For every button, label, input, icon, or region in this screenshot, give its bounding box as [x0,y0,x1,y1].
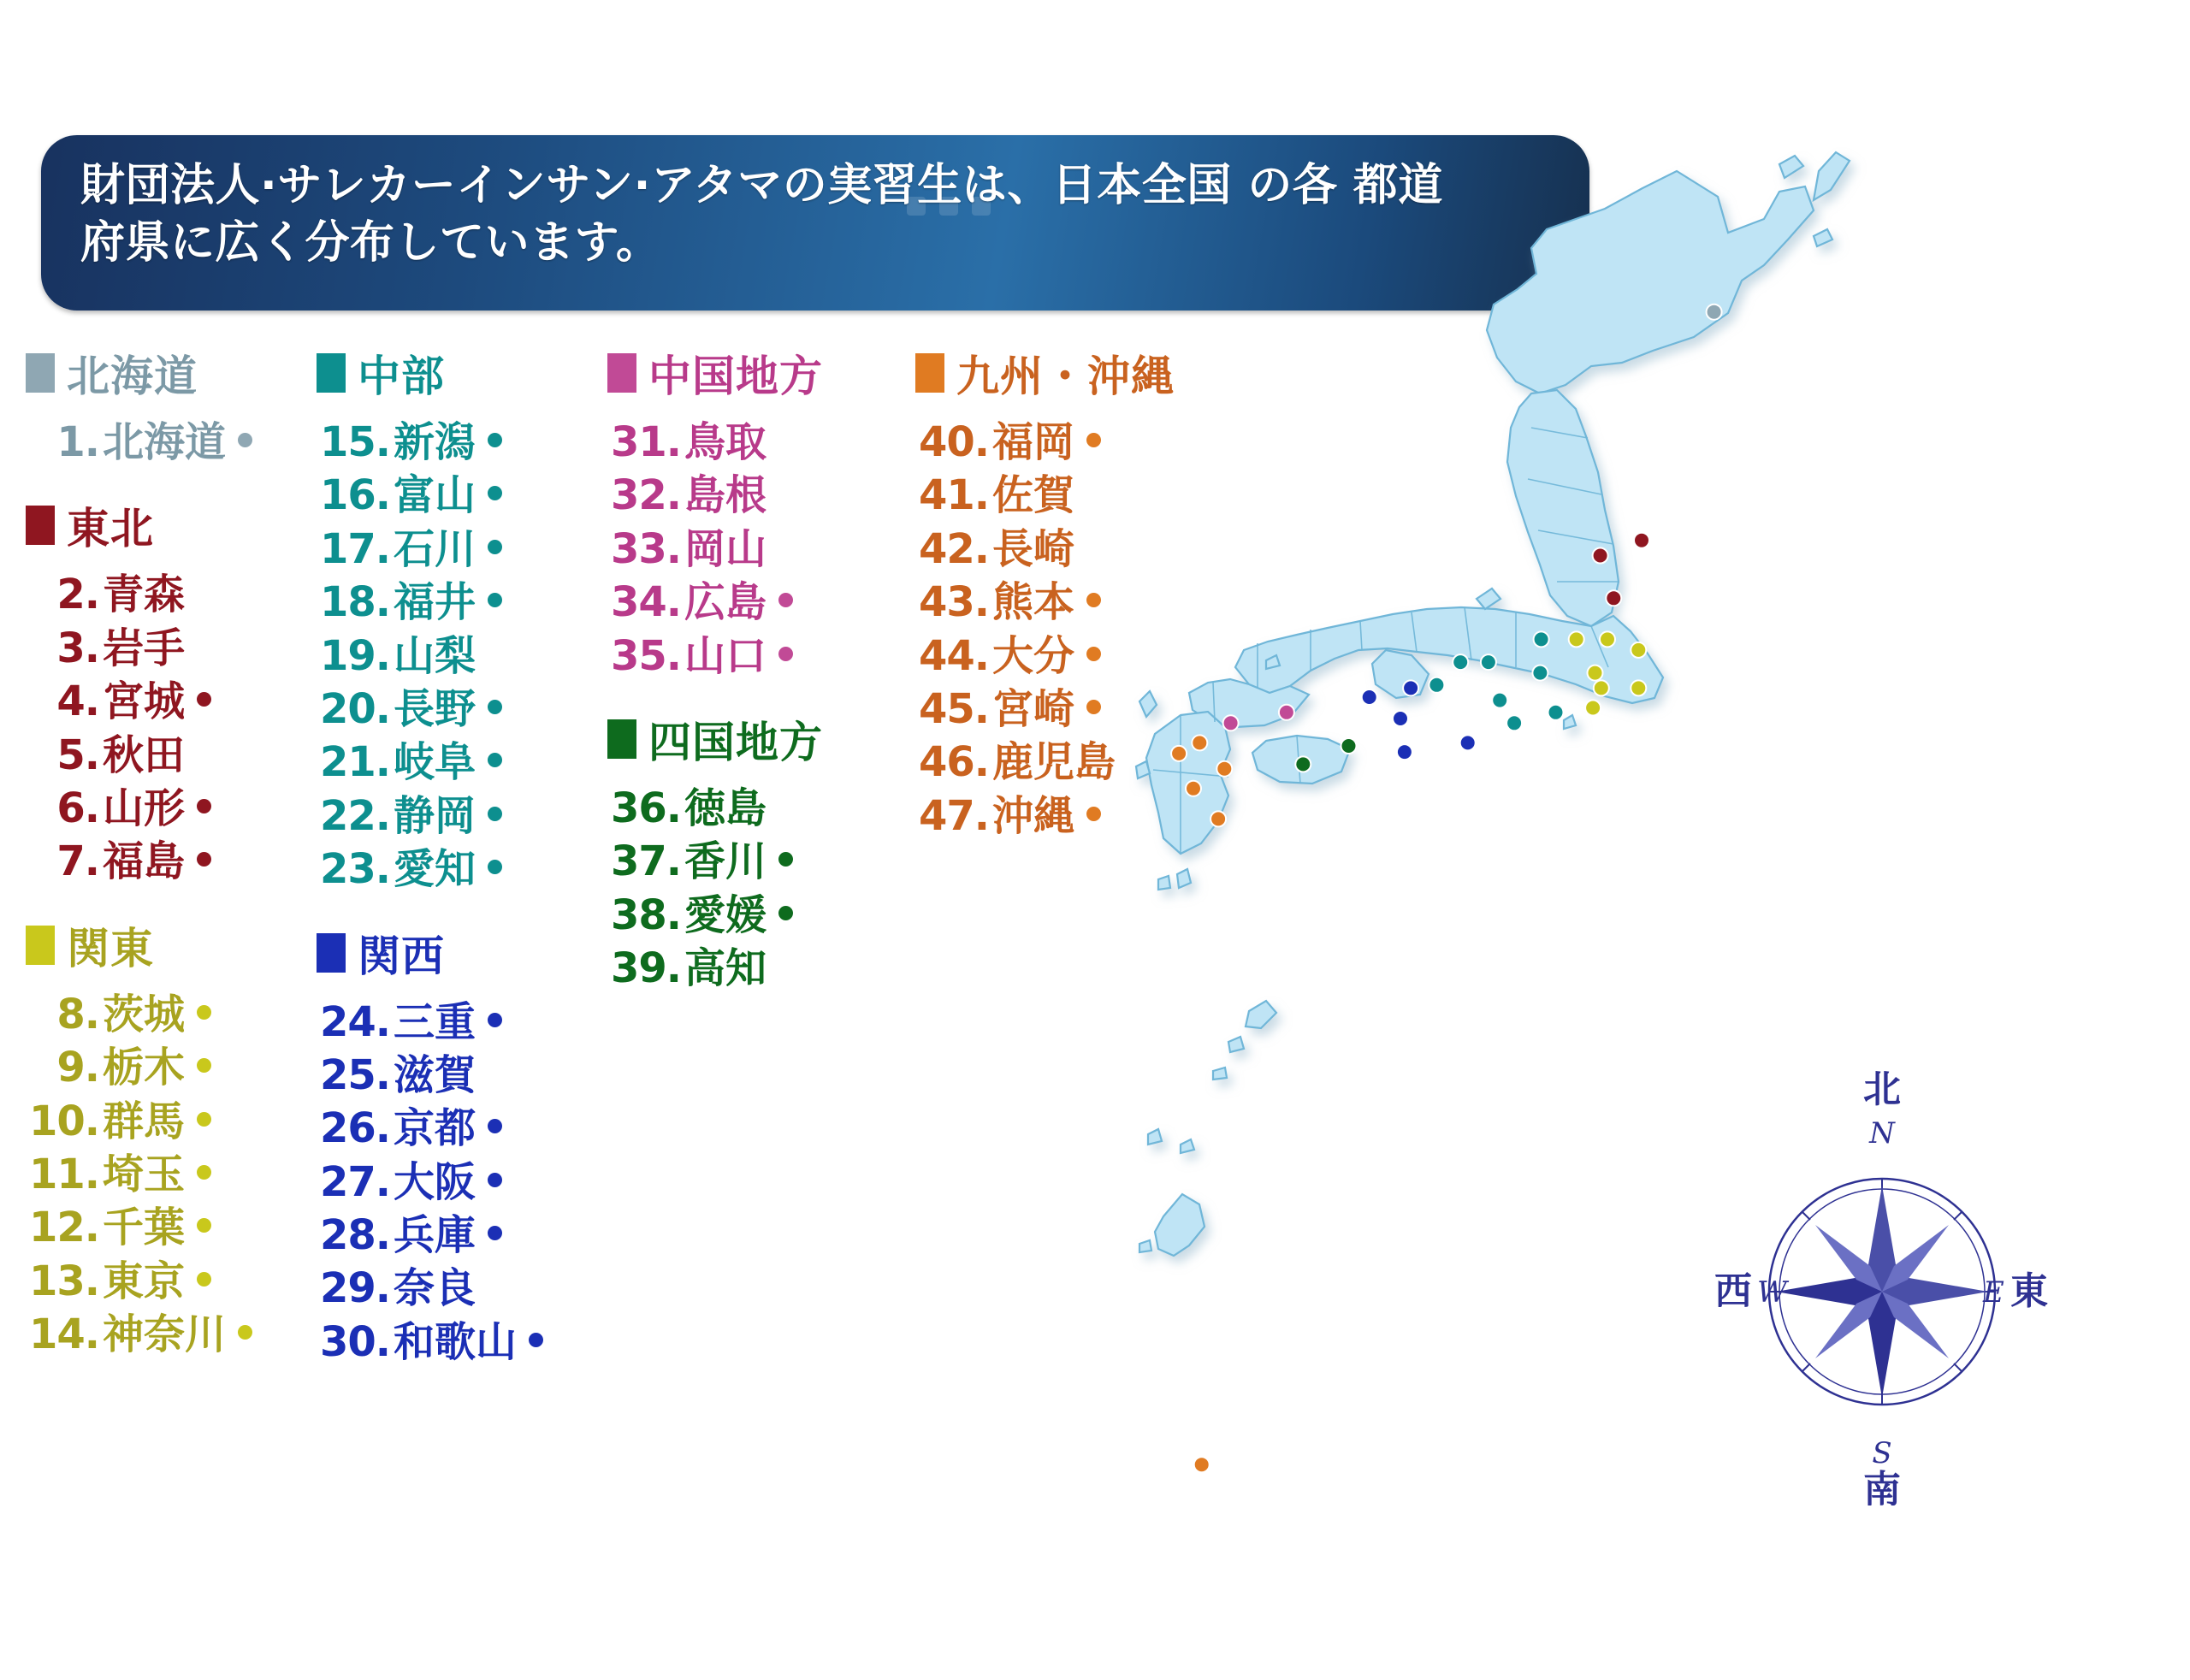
legend-item[interactable] [317,1209,607,1262]
map-marker[interactable] [1588,665,1603,681]
island-okinoerabu [1213,1068,1227,1080]
legend-item[interactable] [317,1102,607,1155]
legend-item[interactable] [317,1049,607,1102]
legend-item-number: 31. [610,418,681,466]
island-miyako [1181,1139,1194,1153]
legend-item-label: 鹿児島 [992,738,1116,787]
legend-item[interactable] [607,835,915,888]
legend-group-title-chubu: 中部 [358,352,445,401]
legend-item-label: 群馬 [103,1097,186,1145]
legend-item-marker-dot [488,1226,502,1240]
compass-label-east-letter: E [1983,1275,2004,1310]
legend-item-number: 6. [56,784,99,832]
legend-item-marker-dot [778,852,793,867]
legend-item-marker-placeholder [1086,540,1101,554]
legend-item-label: 滋賀 [394,1050,476,1099]
legend-group-title-shikoku: 四国地方 [648,717,823,767]
legend-swatch-shikoku [607,719,636,759]
legend-item-marker-dot [488,860,502,874]
legend-column-1 [26,342,317,1394]
legend-group-chugoku [607,342,915,683]
legend-item[interactable] [317,736,607,789]
map-marker[interactable] [1532,665,1548,681]
legend-item-label: 大阪 [394,1157,476,1206]
legend-item[interactable] [26,1308,317,1361]
legend-item-number: 10. [28,1097,99,1145]
legend-item-marker-dot [488,486,502,500]
legend-item-label: 岩手 [103,624,186,672]
legend-item-number: 32. [610,471,681,520]
legend-group-shikoku [607,708,915,996]
legend-item-number: 38. [610,890,681,939]
legend-item-marker-dot [488,1013,502,1027]
legend-item-number: 39. [610,944,681,993]
legend-item-number: 44. [918,631,989,680]
legend-item-number: 4. [56,677,99,726]
legend-group-kanto [26,914,317,1362]
compass-label-west-letter: W [1757,1275,1787,1310]
legend-item-marker-placeholder [778,959,793,973]
legend-item-marker-placeholder [488,1279,502,1293]
legend-item[interactable] [317,469,607,522]
map-marker[interactable] [1634,533,1649,548]
legend-item-marker-dot [488,753,502,767]
legend-item[interactable] [607,576,915,629]
legend-item-number: 41. [918,471,989,520]
legend-item-number: 37. [610,837,681,886]
island-izu-oshima [1564,715,1576,729]
legend-item-number: 12. [28,1204,99,1252]
legend-item-label: 香川 [684,837,767,886]
legend-item-number: 22. [319,791,390,840]
legend-item-number: 25. [319,1050,390,1099]
legend-item-label: 秋田 [103,731,186,779]
legend-item-number: 30. [319,1317,390,1366]
legend-item-label: 高知 [684,944,767,993]
legend-item-number: 3. [56,624,99,672]
island-sado [1477,589,1500,609]
legend-item-label: 京都 [394,1104,476,1153]
legend-item-label: 島根 [684,471,767,520]
map-marker[interactable] [1397,744,1412,760]
legend-item-label: 和歌山 [394,1317,518,1366]
legend-item[interactable] [26,622,317,675]
legend-item-marker-dot [197,1272,211,1287]
legend-item-marker-dot [488,1119,502,1133]
legend-item-marker-placeholder [778,486,793,500]
legend-item-marker-dot [197,1005,211,1020]
map-marker[interactable] [1279,705,1294,720]
island-kunashiri [1814,152,1850,200]
legend-item[interactable] [317,683,607,736]
legend-swatch-kanto [26,926,55,965]
map-marker[interactable] [1194,1457,1210,1472]
legend-column-2 [317,342,607,1394]
legend-item[interactable] [26,675,317,728]
legend-item[interactable] [26,782,317,835]
legend-item[interactable] [317,576,607,629]
compass-label-south-letter: S [1872,1436,1892,1470]
legend-item-number: 26. [319,1104,390,1153]
legend-item-number: 24. [319,997,390,1046]
legend-item-marker-placeholder [778,799,793,813]
region-tohoku [1507,390,1619,626]
legend-item[interactable] [607,942,915,995]
legend-item-number: 9. [56,1044,99,1092]
legend-item-label: 広島 [684,578,767,627]
legend-item[interactable] [607,469,915,522]
legend-item-label: 長野 [394,684,476,733]
legend-item-label: 徳島 [684,784,767,832]
legend-group-title-chugoku: 中国地方 [648,352,823,401]
island-goto [1136,761,1150,778]
legend-item-number: 36. [610,784,681,832]
legend-item[interactable] [317,790,607,843]
legend-item-marker-dot [1086,700,1101,714]
legend-item-marker-placeholder [197,585,211,600]
map-marker[interactable] [1186,781,1201,796]
legend-item-marker-dot [778,647,793,661]
legend-item-marker-placeholder [488,647,502,661]
legend-item-marker-dot [197,1165,211,1180]
legend-item-number: 35. [610,631,681,680]
legend-item[interactable] [26,1255,317,1308]
compass-label-north-letter: N [1869,1116,1895,1151]
legend-item-number: 29. [319,1264,390,1313]
map-marker[interactable] [1453,654,1468,670]
legend-item-label: 青森 [103,571,186,619]
legend-item-number: 7. [56,837,99,886]
map-marker[interactable] [1600,631,1615,647]
legend-item[interactable] [26,988,317,1041]
legend-item-number: 17. [319,524,390,573]
legend-group-hokkaido [26,342,317,469]
legend-item-marker-placeholder [1086,486,1101,500]
legend-item[interactable] [607,630,915,683]
legend-group-header-chubu [317,342,607,404]
island-etorofu [1779,156,1803,178]
legend-item-marker-placeholder [778,540,793,554]
legend-item-marker-dot [197,1058,211,1073]
legend-item-label: 愛知 [394,845,476,894]
map-marker[interactable] [1569,631,1584,647]
island-okinawa [1155,1194,1204,1256]
map-marker[interactable] [1341,738,1357,754]
island-tokunoshima [1228,1037,1244,1052]
legend-item-number: 46. [918,738,989,787]
legend-swatch-chugoku [607,353,636,393]
legend-item-number: 13. [28,1257,99,1305]
map-marker[interactable] [1631,680,1646,695]
legend-item-number: 43. [918,578,989,627]
legend-item-number: 40. [918,418,989,466]
legend-item-label: 神奈川 [103,1310,227,1359]
legend-item-marker-dot [1086,807,1101,821]
map-marker[interactable] [1295,756,1311,772]
legend-item[interactable] [317,1156,607,1209]
legend-item-label: 埼玉 [103,1150,186,1198]
legend-group-header-kanto [26,914,317,976]
legend-item-marker-dot [488,700,502,714]
legend-group-header-hokkaido [26,342,317,404]
legend-item-label: 兵庫 [394,1211,476,1260]
legend-item[interactable] [607,889,915,942]
legend-item-marker-placeholder [488,1066,502,1080]
map-marker[interactable] [1403,680,1418,695]
legend-item-number: 23. [319,845,390,894]
legend-group-header-chugoku [607,342,915,404]
legend-item-label: 新潟 [394,418,476,466]
island-tanegashima [1177,869,1191,888]
legend-item-marker-dot [197,692,211,707]
legend-group-kansai [317,922,607,1369]
map-marker[interactable] [1171,746,1187,761]
map-marker[interactable] [1606,590,1621,606]
legend-item-number: 16. [319,471,390,520]
legend-item-number: 18. [319,578,390,627]
legend-item[interactable] [26,729,317,782]
island-yakushima [1158,876,1170,890]
legend-item-marker-dot [488,1173,502,1187]
map-marker[interactable] [1223,715,1239,731]
map-marker[interactable] [1362,689,1377,705]
legend-item-label: 山梨 [394,631,476,680]
legend-item-label: 富山 [394,471,476,520]
map-marker[interactable] [1593,548,1608,564]
legend-item-label: 岐阜 [394,738,476,787]
legend-item-label: 千葉 [103,1204,186,1252]
legend-item[interactable] [317,843,607,896]
map-marker[interactable] [1481,654,1496,670]
legend-item-label: 佐賀 [992,471,1075,520]
legend-group-header-shikoku [607,708,915,770]
legend-swatch-tohoku [26,506,55,545]
legend-item-number: 28. [319,1211,390,1260]
legend-item[interactable] [317,416,607,469]
legend-item[interactable] [317,1316,607,1369]
map-marker[interactable] [1585,701,1601,716]
legend-item-marker-placeholder [778,433,793,447]
legend-item-number: 5. [56,731,99,779]
legend-item-marker-dot [1086,593,1101,607]
map-marker[interactable] [1534,631,1549,647]
legend-item-marker-dot [197,852,211,867]
legend-item-marker-dot [197,799,211,813]
legend-item-label: 北海道 [103,418,227,466]
map-marker[interactable] [1192,735,1207,750]
legend-item-number: 2. [56,571,99,619]
legend-item-label: 福井 [394,578,476,627]
legend-item-number: 21. [319,738,390,787]
legend-item-number: 45. [918,684,989,733]
legend-group-title-kansai: 関西 [358,931,445,981]
map-marker[interactable] [1492,693,1507,708]
map-marker[interactable] [1506,715,1522,731]
legend-item-number: 1. [56,418,99,466]
legend-item-number: 15. [319,418,390,466]
legend-item-marker-dot [238,433,252,447]
legend-item[interactable] [317,1262,607,1315]
map-marker[interactable] [1393,711,1408,726]
legend-item[interactable] [26,835,317,888]
legend-item-number: 20. [319,684,390,733]
legend-item-number: 14. [28,1310,99,1359]
legend-item-marker-dot [529,1333,543,1347]
map-markers [1171,305,1722,1473]
map-marker[interactable] [1429,677,1444,693]
legend-group-tohoku [26,494,317,888]
compass-label-south-kanji: 南 [1863,1468,1901,1505]
compass-label-west-kanji: 西 [1714,1269,1752,1313]
legend-item-marker-dot [488,540,502,554]
legend-group-title-kanto: 関東 [67,923,154,973]
legend-item-marker-dot [197,1112,211,1127]
legend-item-number: 42. [918,524,989,573]
legend-item-marker-placeholder [197,639,211,654]
legend-item[interactable] [26,1041,317,1094]
legend-item-label: 沖縄 [992,791,1075,840]
map-marker[interactable] [1631,642,1646,658]
legend-item-marker-dot [488,593,502,607]
legend-group-header-kansai [317,922,607,984]
legend-swatch-hokkaido [26,353,55,393]
legend-item-marker-dot [488,433,502,447]
legend-item-label: 栃木 [103,1044,186,1092]
compass-label-east-kanji: 東 [2010,1269,2048,1313]
legend-item-label: 山形 [103,784,186,832]
island-shikotan [1814,229,1832,246]
legend-swatch-chubu [317,353,346,393]
legend-item-label: 東京 [103,1257,186,1305]
legend-item-number: 27. [319,1157,390,1206]
island-amami [1246,1001,1276,1028]
compass-label-north-kanji: 北 [1863,1068,1901,1111]
legend-swatch-kyushu [915,353,944,393]
island-kume [1139,1240,1151,1252]
legend-item-marker-dot [197,1218,211,1233]
legend-item-label: 石川 [394,524,476,573]
legend-item-label: 三重 [394,997,476,1046]
compass-rose [1694,1061,2070,1505]
banner-line-1: 財団法人·サレカーインサン·アタマの実習生は、日本全国 の各 都道 [80,160,1443,211]
legend-item[interactable] [607,523,915,576]
legend-group-title-kyushu: 九州・沖縄 [956,352,1175,401]
legend-group-chubu [317,342,607,896]
legend-item-marker-placeholder [197,746,211,760]
legend-item[interactable] [607,416,915,469]
legend-item-label: 宮崎 [992,684,1075,733]
legend-item-label: 山口 [684,631,767,680]
legend-item[interactable] [607,782,915,835]
island-tsushima [1139,691,1157,717]
legend-item-label: 岡山 [684,524,767,573]
legend-item-number: 11. [28,1150,99,1198]
map-marker[interactable] [1216,761,1232,777]
region-kii-peninsula [1372,650,1429,698]
legend-item-label: 長崎 [992,524,1075,573]
legend-item[interactable] [26,568,317,621]
legend-item-number: 34. [610,578,681,627]
legend-column-3 [607,342,915,1394]
map-marker[interactable] [1594,680,1609,695]
legend-item-marker-dot [778,593,793,607]
legend-item-marker-dot [1086,433,1101,447]
legend-item-number: 19. [319,631,390,680]
legend-item-marker-dot [1086,647,1101,661]
map-marker[interactable] [1548,705,1564,720]
map-marker[interactable] [1707,305,1722,320]
legend-item[interactable] [317,630,607,683]
legend-item-label: 静岡 [394,791,476,840]
legend-group-title-hokkaido: 北海道 [67,352,198,401]
map-marker[interactable] [1210,811,1226,826]
legend-item[interactable] [317,523,607,576]
legend-item-label: 大分 [992,631,1075,680]
map-marker[interactable] [1460,735,1476,750]
legend-item[interactable] [317,996,607,1049]
legend-item-label: 奈良 [394,1264,476,1313]
legend-item-number: 47. [918,791,989,840]
legend-item-label: 福岡 [992,418,1075,466]
legend-item-marker-dot [778,906,793,920]
legend-item[interactable] [26,1095,317,1148]
legend-item-marker-dot [238,1325,252,1340]
legend-group-header-tohoku [26,494,317,556]
legend-item[interactable] [26,1201,317,1254]
legend-swatch-kansai [317,933,346,973]
legend-item-label: 茨城 [103,990,186,1038]
legend-item-number: 33. [610,524,681,573]
legend-item-label: 愛媛 [684,890,767,939]
legend-item[interactable] [26,416,317,469]
legend-item-label: 宮城 [103,677,186,726]
island-ishigaki [1148,1129,1162,1145]
legend-group-title-tohoku: 東北 [67,504,154,554]
legend-item[interactable] [26,1148,317,1201]
legend-item-marker-dot [488,807,502,821]
legend-item-label: 鳥取 [684,418,767,466]
legend-item-number: 8. [56,990,99,1038]
legend-item-label: 熊本 [992,578,1075,627]
legend-item-label: 福島 [103,837,186,886]
region-hokkaido [1487,171,1814,393]
banner-line-2: 府県に広く分布しています。 [80,216,661,269]
